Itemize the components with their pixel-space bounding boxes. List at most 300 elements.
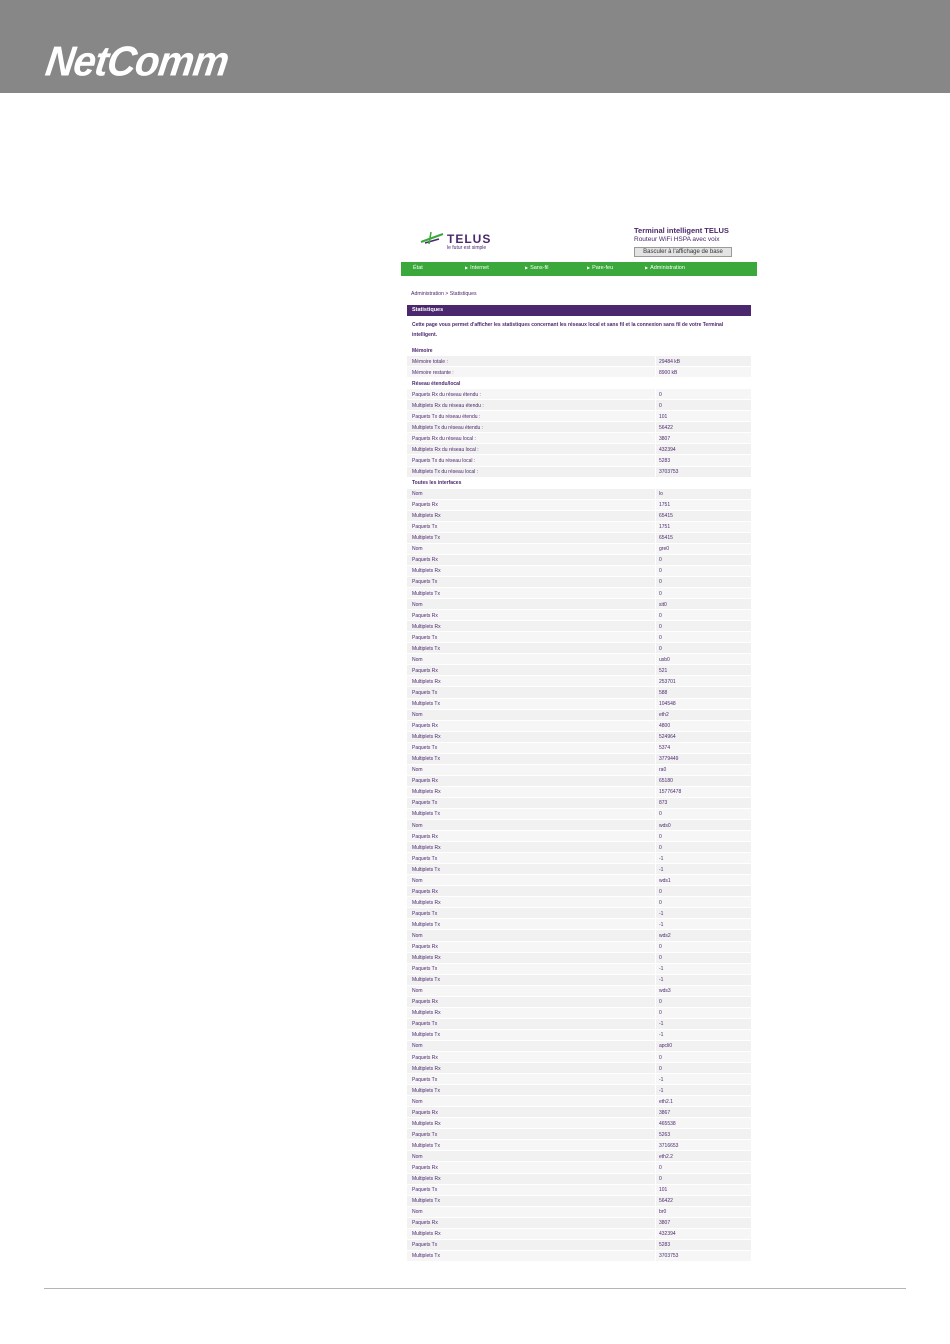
column-divider <box>655 1063 656 1073</box>
row-value: 3703753 <box>659 469 679 476</box>
telus-logo-icon <box>419 230 445 246</box>
column-divider <box>655 732 656 742</box>
footer-divider <box>44 1288 906 1289</box>
row-label: Multiplets Tx <box>412 645 440 652</box>
row-value: -1 <box>659 910 664 917</box>
row-label: Multiplets Rx du réseau local : <box>412 446 479 453</box>
row-value: gre0 <box>659 546 670 553</box>
row-label: Multiplets Rx <box>412 623 441 630</box>
column-divider <box>655 1229 656 1239</box>
row-label: Multiplets Tx <box>412 1198 440 1205</box>
row-label: Nom <box>412 491 423 498</box>
column-divider <box>655 1196 656 1206</box>
row-label: Multiplets Rx <box>412 513 441 520</box>
column-divider <box>655 875 656 885</box>
column-divider <box>655 864 656 874</box>
column-divider <box>655 367 656 377</box>
table-row <box>407 1251 751 1262</box>
device-title: Terminal intelligent TELUS <box>634 226 729 235</box>
row-value: 0 <box>659 634 662 641</box>
table-row <box>407 566 751 577</box>
table-row <box>407 455 751 466</box>
row-value: 3703753 <box>659 1253 679 1260</box>
table-row <box>407 522 751 533</box>
table-row <box>407 975 751 986</box>
table-row <box>407 389 751 400</box>
row-value: 0 <box>659 612 662 619</box>
row-value: 0 <box>659 833 662 840</box>
column-divider <box>655 467 656 477</box>
table-row <box>407 953 751 964</box>
row-label: Multiplets Tx <box>412 811 440 818</box>
table-row <box>407 986 751 997</box>
row-label: Mémoire <box>412 347 433 354</box>
table-row <box>407 787 751 798</box>
row-value: 0 <box>659 899 662 906</box>
column-divider <box>655 555 656 565</box>
column-divider <box>655 820 656 830</box>
column-divider <box>655 544 656 554</box>
row-value: 521 <box>659 667 668 674</box>
row-label: Paquets Rx <box>412 778 438 785</box>
breadcrumb: Administration > Statistiques <box>411 291 477 297</box>
table-row <box>407 721 751 732</box>
row-label: Multiplets Tx <box>412 590 440 597</box>
table-row <box>407 1085 751 1096</box>
table-row <box>407 886 751 897</box>
row-label: Multiplets Rx <box>412 1065 441 1072</box>
row-value: sit0 <box>659 601 667 608</box>
table-row <box>407 533 751 544</box>
row-value: 5374 <box>659 745 671 752</box>
row-label: Paquets Tx <box>412 800 438 807</box>
column-divider <box>655 710 656 720</box>
table-row <box>407 1229 751 1240</box>
column-divider <box>655 897 656 907</box>
nav-sans-fil[interactable]: ▶ Sans-fil <box>525 265 549 271</box>
table-row <box>407 665 751 676</box>
row-label: Multiplets Rx <box>412 899 441 906</box>
row-label: Paquets Tx <box>412 1131 438 1138</box>
column-divider <box>655 566 656 576</box>
row-label: Nom <box>412 1153 423 1160</box>
row-value: eth2 <box>659 712 669 719</box>
row-value: apcli0 <box>659 1043 673 1050</box>
column-divider <box>655 1140 656 1150</box>
table-row <box>407 964 751 975</box>
row-value: 524964 <box>659 734 676 741</box>
row-value: 104548 <box>659 701 676 707</box>
row-label: Multiplets Tx <box>412 756 440 763</box>
row-value: 0 <box>659 944 662 951</box>
table-row <box>407 411 751 422</box>
table-row <box>407 588 751 599</box>
row-label: Nom <box>412 601 423 608</box>
table-row <box>407 489 751 500</box>
table-row <box>407 1174 751 1185</box>
row-value: ra0 <box>659 767 667 774</box>
column-divider <box>655 986 656 996</box>
panel-intro: Cette page vous permet d'afficher les statistiques concernant les réseaux local et sans fil et la connexion sans fil de votre Terminal intelligent. <box>412 322 724 338</box>
row-label: Paquets Rx <box>412 1109 438 1116</box>
row-value: 0 <box>659 1176 662 1183</box>
panel-title: Statistiques <box>412 307 444 313</box>
section-header-row <box>407 345 751 356</box>
column-divider <box>655 1085 656 1095</box>
row-value: wds0 <box>659 822 671 829</box>
row-value: 5263 <box>659 1131 671 1138</box>
header-banner <box>0 0 950 93</box>
row-label: Paquets Tx <box>412 689 438 696</box>
column-divider <box>655 908 656 918</box>
row-value: 465538 <box>659 1120 676 1127</box>
table-row <box>407 500 751 511</box>
table-row <box>407 511 751 522</box>
row-value: 0 <box>659 568 662 575</box>
row-label: Paquets Tx <box>412 579 438 586</box>
table-row <box>407 864 751 875</box>
row-value: 29484 kB <box>659 358 681 365</box>
panel-header <box>407 305 751 316</box>
row-label: Paquets Rx <box>412 944 438 951</box>
row-label: Nom <box>412 546 423 553</box>
table-row <box>407 687 751 698</box>
table-row <box>407 732 751 743</box>
row-value: -1 <box>659 1032 664 1039</box>
column-divider <box>655 1174 656 1184</box>
column-divider <box>655 1185 656 1195</box>
arrow-right-icon: ▶ <box>525 265 529 270</box>
column-divider <box>655 809 656 819</box>
row-value: -1 <box>659 921 664 928</box>
row-value: 0 <box>659 623 662 630</box>
row-value: 0 <box>659 391 662 398</box>
row-label: Multiplets Rx <box>412 955 441 962</box>
table-row <box>407 765 751 776</box>
table-row <box>407 699 751 710</box>
column-divider <box>655 632 656 642</box>
column-divider <box>655 1129 656 1139</box>
column-divider <box>655 1041 656 1051</box>
row-label: Nom <box>412 656 423 663</box>
column-divider <box>655 643 656 653</box>
column-divider <box>655 930 656 940</box>
table-row <box>407 1207 751 1218</box>
column-divider <box>655 787 656 797</box>
row-label: Multiplets Rx <box>412 1176 441 1183</box>
table-row <box>407 1129 751 1140</box>
column-divider <box>655 1096 656 1106</box>
column-divider <box>655 522 656 532</box>
column-divider <box>655 754 656 764</box>
row-value: 0 <box>659 844 662 851</box>
table-row <box>407 820 751 831</box>
row-label: Multiplets Tx <box>412 701 440 707</box>
table-row <box>407 1185 751 1196</box>
row-value: 0 <box>659 645 662 652</box>
row-value: 56422 <box>659 424 673 431</box>
row-label: Multiplets Rx <box>412 1010 441 1017</box>
row-value: 5283 <box>659 457 671 464</box>
table-row <box>407 555 751 566</box>
column-divider <box>655 975 656 985</box>
column-divider <box>655 389 656 399</box>
telus-tagline: le futur est simple <box>447 245 487 251</box>
row-value: 3807 <box>659 435 671 442</box>
table-row <box>407 599 751 610</box>
column-divider <box>655 500 656 510</box>
nav-internet[interactable]: ▶ Internet <box>465 265 489 271</box>
row-label: Multiplets Rx <box>412 1231 441 1238</box>
row-value: 65415 <box>659 513 673 520</box>
row-value: 0 <box>659 1164 662 1171</box>
table-row <box>407 1240 751 1251</box>
row-label: Nom <box>412 1043 423 1050</box>
table-row <box>407 1019 751 1030</box>
row-value: 0 <box>659 579 662 586</box>
switch-basic-view-button[interactable]: Basculer à l'affichage de base <box>634 247 732 257</box>
table-row <box>407 930 751 941</box>
row-value: 65415 <box>659 535 673 542</box>
table-row <box>407 467 751 478</box>
row-value: 0 <box>659 557 662 564</box>
row-label: Paquets Tx <box>412 966 438 973</box>
column-divider <box>655 665 656 675</box>
nav-etat[interactable]: État <box>413 265 423 271</box>
row-label: Nom <box>412 877 423 884</box>
column-divider <box>655 478 656 488</box>
table-row <box>407 842 751 853</box>
main-nav <box>401 262 757 276</box>
row-value: 3779449 <box>659 756 679 763</box>
table-row <box>407 654 751 665</box>
column-divider <box>655 654 656 664</box>
row-value: 253701 <box>659 678 676 685</box>
column-divider <box>655 1030 656 1040</box>
row-label: Paquets Rx <box>412 557 438 564</box>
column-divider <box>655 400 656 410</box>
table-row <box>407 367 751 378</box>
row-label: Multiplets Tx <box>412 1253 440 1260</box>
column-divider <box>655 886 656 896</box>
column-divider <box>655 511 656 521</box>
row-value: 56422 <box>659 1198 673 1205</box>
device-subtitle: Routeur WiFi HSPA avec voix <box>634 236 720 243</box>
row-label: Nom <box>412 822 423 829</box>
row-label: Nom <box>412 988 423 995</box>
arrow-right-icon: ▶ <box>587 265 591 270</box>
row-value: 1751 <box>659 524 671 531</box>
table-row <box>407 577 751 588</box>
row-label: Paquets Tx <box>412 910 438 917</box>
table-row <box>407 1218 751 1229</box>
table-row <box>407 444 751 455</box>
row-label: Paquets Tx du réseau local : <box>412 457 476 464</box>
table-row <box>407 422 751 433</box>
row-label: Multiplets Tx <box>412 1032 440 1039</box>
row-value: 0 <box>659 1010 662 1017</box>
row-label: Réseau étendu/local <box>412 380 461 387</box>
table-row <box>407 853 751 864</box>
column-divider <box>655 1074 656 1084</box>
row-label: Multiplets Rx <box>412 789 441 796</box>
row-value: 0 <box>659 999 662 1006</box>
row-value: eth2.1 <box>659 1098 673 1105</box>
column-divider <box>655 1162 656 1172</box>
table-row <box>407 897 751 908</box>
row-label: Paquets Tx <box>412 855 438 862</box>
column-divider <box>655 1107 656 1117</box>
column-divider <box>655 853 656 863</box>
column-divider <box>655 743 656 753</box>
column-divider <box>655 1218 656 1228</box>
column-divider <box>655 997 656 1007</box>
row-value: 0 <box>659 1054 662 1061</box>
table-row <box>407 1030 751 1041</box>
column-divider <box>655 842 656 852</box>
row-label: Paquets Rx <box>412 667 438 674</box>
row-label: Multiplets Tx du réseau étendu : <box>412 424 484 431</box>
table-row <box>407 610 751 621</box>
row-label: Multiplets Tx <box>412 921 440 928</box>
row-label: Paquets Rx <box>412 612 438 619</box>
row-value: 873 <box>659 800 668 807</box>
column-divider <box>655 964 656 974</box>
row-value: 0 <box>659 402 662 409</box>
row-value: usb0 <box>659 656 670 663</box>
table-row <box>407 919 751 930</box>
row-label: Nom <box>412 1098 423 1105</box>
row-label: Multiplets Rx <box>412 844 441 851</box>
row-value: 0 <box>659 1065 662 1072</box>
table-row <box>407 676 751 687</box>
table-row <box>407 1162 751 1173</box>
table-row <box>407 1140 751 1151</box>
table-row <box>407 1107 751 1118</box>
row-label: Multiplets Tx <box>412 1142 440 1149</box>
row-value: wds3 <box>659 988 671 995</box>
row-value: 15776478 <box>659 789 682 796</box>
row-label: Multiplets Tx <box>412 977 440 984</box>
table-row <box>407 908 751 919</box>
column-divider <box>655 1151 656 1161</box>
row-value: 3807 <box>659 1220 671 1227</box>
table-row <box>407 400 751 411</box>
table-row <box>407 433 751 444</box>
column-divider <box>655 356 656 366</box>
row-value: 8900 kB <box>659 369 678 376</box>
nav-administration[interactable]: ▶ Administration <box>645 265 685 271</box>
row-label: Multiplets Tx <box>412 1087 440 1094</box>
column-divider <box>655 577 656 587</box>
row-value: -1 <box>659 1076 664 1083</box>
column-divider <box>655 345 656 355</box>
netcomm-logo: NetComm <box>42 38 232 86</box>
row-value: 3867 <box>659 1109 671 1116</box>
row-value: wds2 <box>659 932 671 939</box>
row-label: Paquets Rx <box>412 833 438 840</box>
row-label: Toutes les interfaces <box>412 480 462 487</box>
table-row <box>407 356 751 367</box>
row-label: Paquets Rx du réseau local : <box>412 435 476 442</box>
row-value: 3716653 <box>659 1142 679 1149</box>
row-value: -1 <box>659 1087 664 1094</box>
row-value: 101 <box>659 1187 668 1194</box>
arrow-right-icon: ▶ <box>465 265 469 270</box>
column-divider <box>655 942 656 952</box>
row-value: 4800 <box>659 723 671 730</box>
column-divider <box>655 919 656 929</box>
row-label: Paquets Tx <box>412 1021 438 1028</box>
column-divider <box>655 1019 656 1029</box>
row-value: -1 <box>659 855 664 862</box>
row-value: 101 <box>659 413 668 420</box>
column-divider <box>655 621 656 631</box>
row-label: Paquets Tx <box>412 1242 438 1249</box>
row-value: -1 <box>659 866 664 873</box>
row-label: Paquets Rx <box>412 723 438 730</box>
table-row <box>407 809 751 820</box>
table-row <box>407 1063 751 1074</box>
row-value: eth2.2 <box>659 1153 673 1160</box>
row-label: Paquets Rx du réseau étendu : <box>412 391 481 398</box>
section-header-row <box>407 378 751 389</box>
column-divider <box>655 455 656 465</box>
table-row <box>407 632 751 643</box>
table-row <box>407 776 751 787</box>
table-row <box>407 743 751 754</box>
row-value: 0 <box>659 888 662 895</box>
row-value: 5283 <box>659 1242 671 1249</box>
row-value: -1 <box>659 966 664 973</box>
column-divider <box>655 1251 656 1261</box>
row-label: Multiplets Rx <box>412 568 441 575</box>
router-screenshot <box>401 216 757 1266</box>
section-header-row <box>407 478 751 489</box>
row-label: Nom <box>412 932 423 939</box>
row-label: Paquets Tx <box>412 524 438 531</box>
row-label: Paquets Rx <box>412 888 438 895</box>
table-row <box>407 997 751 1008</box>
table-row <box>407 643 751 654</box>
row-value: 65180 <box>659 778 673 785</box>
telus-wordmark: TELUS <box>447 232 492 246</box>
row-value: -1 <box>659 1021 664 1028</box>
row-label: Paquets Rx <box>412 502 438 509</box>
row-value: br0 <box>659 1209 667 1216</box>
row-label: Multiplets Rx <box>412 1120 441 1127</box>
row-label: Paquets Tx <box>412 1187 438 1194</box>
nav-pare-feu[interactable]: ▶ Pare-feu <box>587 265 614 271</box>
row-value: 588 <box>659 689 668 696</box>
row-label: Paquets Tx <box>412 745 438 752</box>
column-divider <box>655 1207 656 1217</box>
column-divider <box>655 610 656 620</box>
row-label: Multiplets Tx du réseau local : <box>412 469 479 476</box>
table-row <box>407 942 751 953</box>
table-row <box>407 754 751 765</box>
row-value: 432394 <box>659 446 676 453</box>
column-divider <box>655 721 656 731</box>
column-divider <box>655 444 656 454</box>
stats-table <box>407 345 751 1262</box>
table-row <box>407 798 751 809</box>
table-row <box>407 1041 751 1052</box>
table-row <box>407 621 751 632</box>
statistics-panel <box>407 305 751 1266</box>
table-row <box>407 875 751 886</box>
row-label: Nom <box>412 712 423 719</box>
